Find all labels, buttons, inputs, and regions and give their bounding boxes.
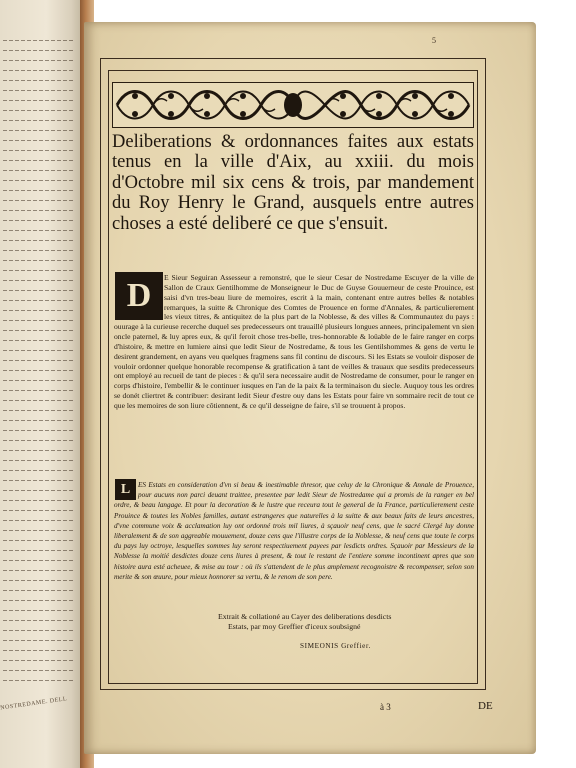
facing-text-line [3, 520, 73, 521]
facing-text-line [3, 310, 73, 311]
signature-mark: à 3 [380, 702, 391, 712]
facing-page [0, 0, 84, 768]
facing-text-line [3, 120, 73, 121]
facing-text-line [3, 340, 73, 341]
facing-text-line [3, 100, 73, 101]
facing-text-line [3, 360, 73, 361]
facing-text-line [3, 490, 73, 491]
facing-text-line [3, 670, 73, 671]
facing-text-line [3, 130, 73, 131]
facing-text-line [3, 60, 73, 61]
facing-text-line [3, 590, 73, 591]
facing-text-line [3, 220, 73, 221]
clerk-signature: SIMEONIS Greffier. [300, 642, 371, 650]
facing-text-line [3, 200, 73, 201]
facing-text-line [3, 420, 73, 421]
facing-page-catchword: NOSTREDAME. DELL [0, 696, 68, 712]
facing-text-line [3, 240, 73, 241]
facing-text-line [3, 450, 73, 451]
facing-text-line [3, 440, 73, 441]
facing-text-line [3, 110, 73, 111]
facing-text-line [3, 580, 73, 581]
facing-text-line [3, 140, 73, 141]
facing-text-line [3, 530, 73, 531]
facing-text-line [3, 80, 73, 81]
facing-text-line [3, 680, 73, 681]
facing-text-line [3, 150, 73, 151]
page-number: 5 [432, 36, 436, 45]
facing-text-line [3, 260, 73, 261]
facing-text-line [3, 160, 73, 161]
facing-text-line [3, 70, 73, 71]
facing-text-line [3, 410, 73, 411]
facing-text-line [3, 290, 73, 291]
facing-text-line [3, 280, 73, 281]
attestation-line-2: Estats, par moy Greffier d'iceux soubsigné [228, 622, 361, 631]
scrollwork-ornament-icon [113, 83, 473, 127]
document-title: Deliberations & ordonnances faites aux estats tenus en la ville d'Aix, au xxiii. du mois d'Octobre mil six cens & trois, par mandement du Roy Henry le Grand, ausquels entre autres choses a esté deliberé ce que s'ensuit. [112, 132, 474, 234]
facing-text-line [3, 470, 73, 471]
facing-text-line [3, 300, 73, 301]
decorated-initial-letter: D [126, 277, 152, 314]
facing-text-line [3, 480, 73, 481]
facing-text-line [3, 400, 73, 401]
facing-text-line [3, 50, 73, 51]
facing-text-line [3, 380, 73, 381]
facing-text-line [3, 190, 73, 191]
facing-text-line [3, 570, 73, 571]
facing-text-line [3, 370, 73, 371]
facing-text-line [3, 320, 73, 321]
facing-text-line [3, 540, 73, 541]
facing-text-line [3, 600, 73, 601]
facing-text-line [3, 500, 73, 501]
attestation-line-1: Extrait & collationé au Cayer des deliberations desdicts [218, 612, 392, 621]
resolution-text: ES Estats en consideration d'vn si beau & inestimable thresor, que celuy de la Chronique & Annale de Prouence, pour aucuns non parci deuant traittee, presentee par ledit Sieur de Nostredame qui a promis de la ranger en bel ordre, & beau langage. Et pour la decoration & le lustre que receura tout le general de la France, particulierement ceste Prouince & toutes les Nobles familles, autant estrangeres que naturelles à la suitte & aux beaux faits de leurs ancestres, d'vne commune voix & acclamation luy ont ordonné trois mil liures, à sçauoir neuf cens, que le sacré Clergé luy donne liberalement & de son aggreable mouuement, douze cens que l'illustre corps de la Noblesse, & neuf cens que toute le corps du pays luy octroye, lesquelles sommes luy seront respectiuement payees par lesdicts ordres. Sçauoir par Messieurs de la Noblesse la moitié desdictes douze cens liures à present, & tout le restant de l'entiere somme incontinent apres que son histoire aura esté acheuee, & mise au tour : où ils s'attendent de le plus amplement recognoistre & recompenser, selon son merite & son œuure, pour mieux honnorer sa vertu, & le renom de son pere. [114, 481, 474, 581]
facing-text-line [3, 620, 73, 621]
facing-text-line [3, 90, 73, 91]
facing-text-line [3, 250, 73, 251]
facing-text-line [3, 510, 73, 511]
facing-text-line [3, 640, 73, 641]
deliberation-paragraph [114, 273, 474, 411]
italic-initial-letter: L [120, 482, 131, 497]
facing-text-line [3, 170, 73, 171]
facing-text-line [3, 560, 73, 561]
attestation-block [218, 612, 458, 632]
facing-text-line [3, 40, 73, 41]
facing-text-line [3, 550, 73, 551]
facing-text-line [3, 350, 73, 351]
facing-text-line [3, 270, 73, 271]
facing-text-line [3, 180, 73, 181]
ornamental-headpiece [112, 82, 474, 128]
resolution-paragraph [114, 480, 474, 582]
facing-text-line [3, 610, 73, 611]
facing-text-line [3, 660, 73, 661]
facing-text-line [3, 230, 73, 231]
catchword: DE [478, 700, 493, 712]
facing-text-line [3, 390, 73, 391]
facing-text-line [3, 460, 73, 461]
deliberation-text: E Sieur Seguiran Assesseur a remonstré, que le sieur Cesar de Nostredame Escuyer de la ville de Sallon de Craux Gentilhomme de Monseigneur le Duc de Guyse Gouuerneur de ceste Prouince, est saisi d'vn tres-beau liure de memoires, escrit à la main, contenant entre autres belles & notables remarques, la suitte & Chronique des Comtes de Prouence en forme d'Annales, & particulierement les vieux titres, & antiquitez de la plus part de la Noblesse, & des villes & Communautez du pays : ouurage à la curieuse recerche duquel ses predecesseurs ont trauaillé plusieurs longues annees, principalement vn sien oncle paternel, & luy apres eux, & qu'il feroit chose tres-belle, tres-honnorable & loüable de le faire ranger en corps d'histoire, & mettre en lumiere ainsi que ledit Sieur de Nostredame, & tous les Gentilshommes & gens de vertu le desirent grandement, en ayans veu quelques fragmens sans fil continu de discours. Si les Estats se vouloir disposer de vouloir ordonner quelque honorable recompense & gratification à tant de veilles & trauaux que sesdits predecesseurs ont employé au recueil de tant de pieces : & qu'il sera necessaire audit de Nostredame de consumer, pour le ranger en corps d'histoire, l'embellir & le continuer iusques en l'an de la paix & la terminaison du siecle. Auquoy tous les ordres se donét cliertret & contribuer: desirant ledit Sieur d'estre ouy dans les Estats pour faire vn sommaire recit de tout ce que les memoires de son liure côtiennent, & ce qu'il desseigne de faire, s'il se trouuent à propos. [114, 273, 474, 410]
facing-text-line [3, 430, 73, 431]
facing-text-line [3, 630, 73, 631]
facing-text-line [3, 210, 73, 211]
facing-text-line [3, 330, 73, 331]
facing-text-line [3, 650, 73, 651]
